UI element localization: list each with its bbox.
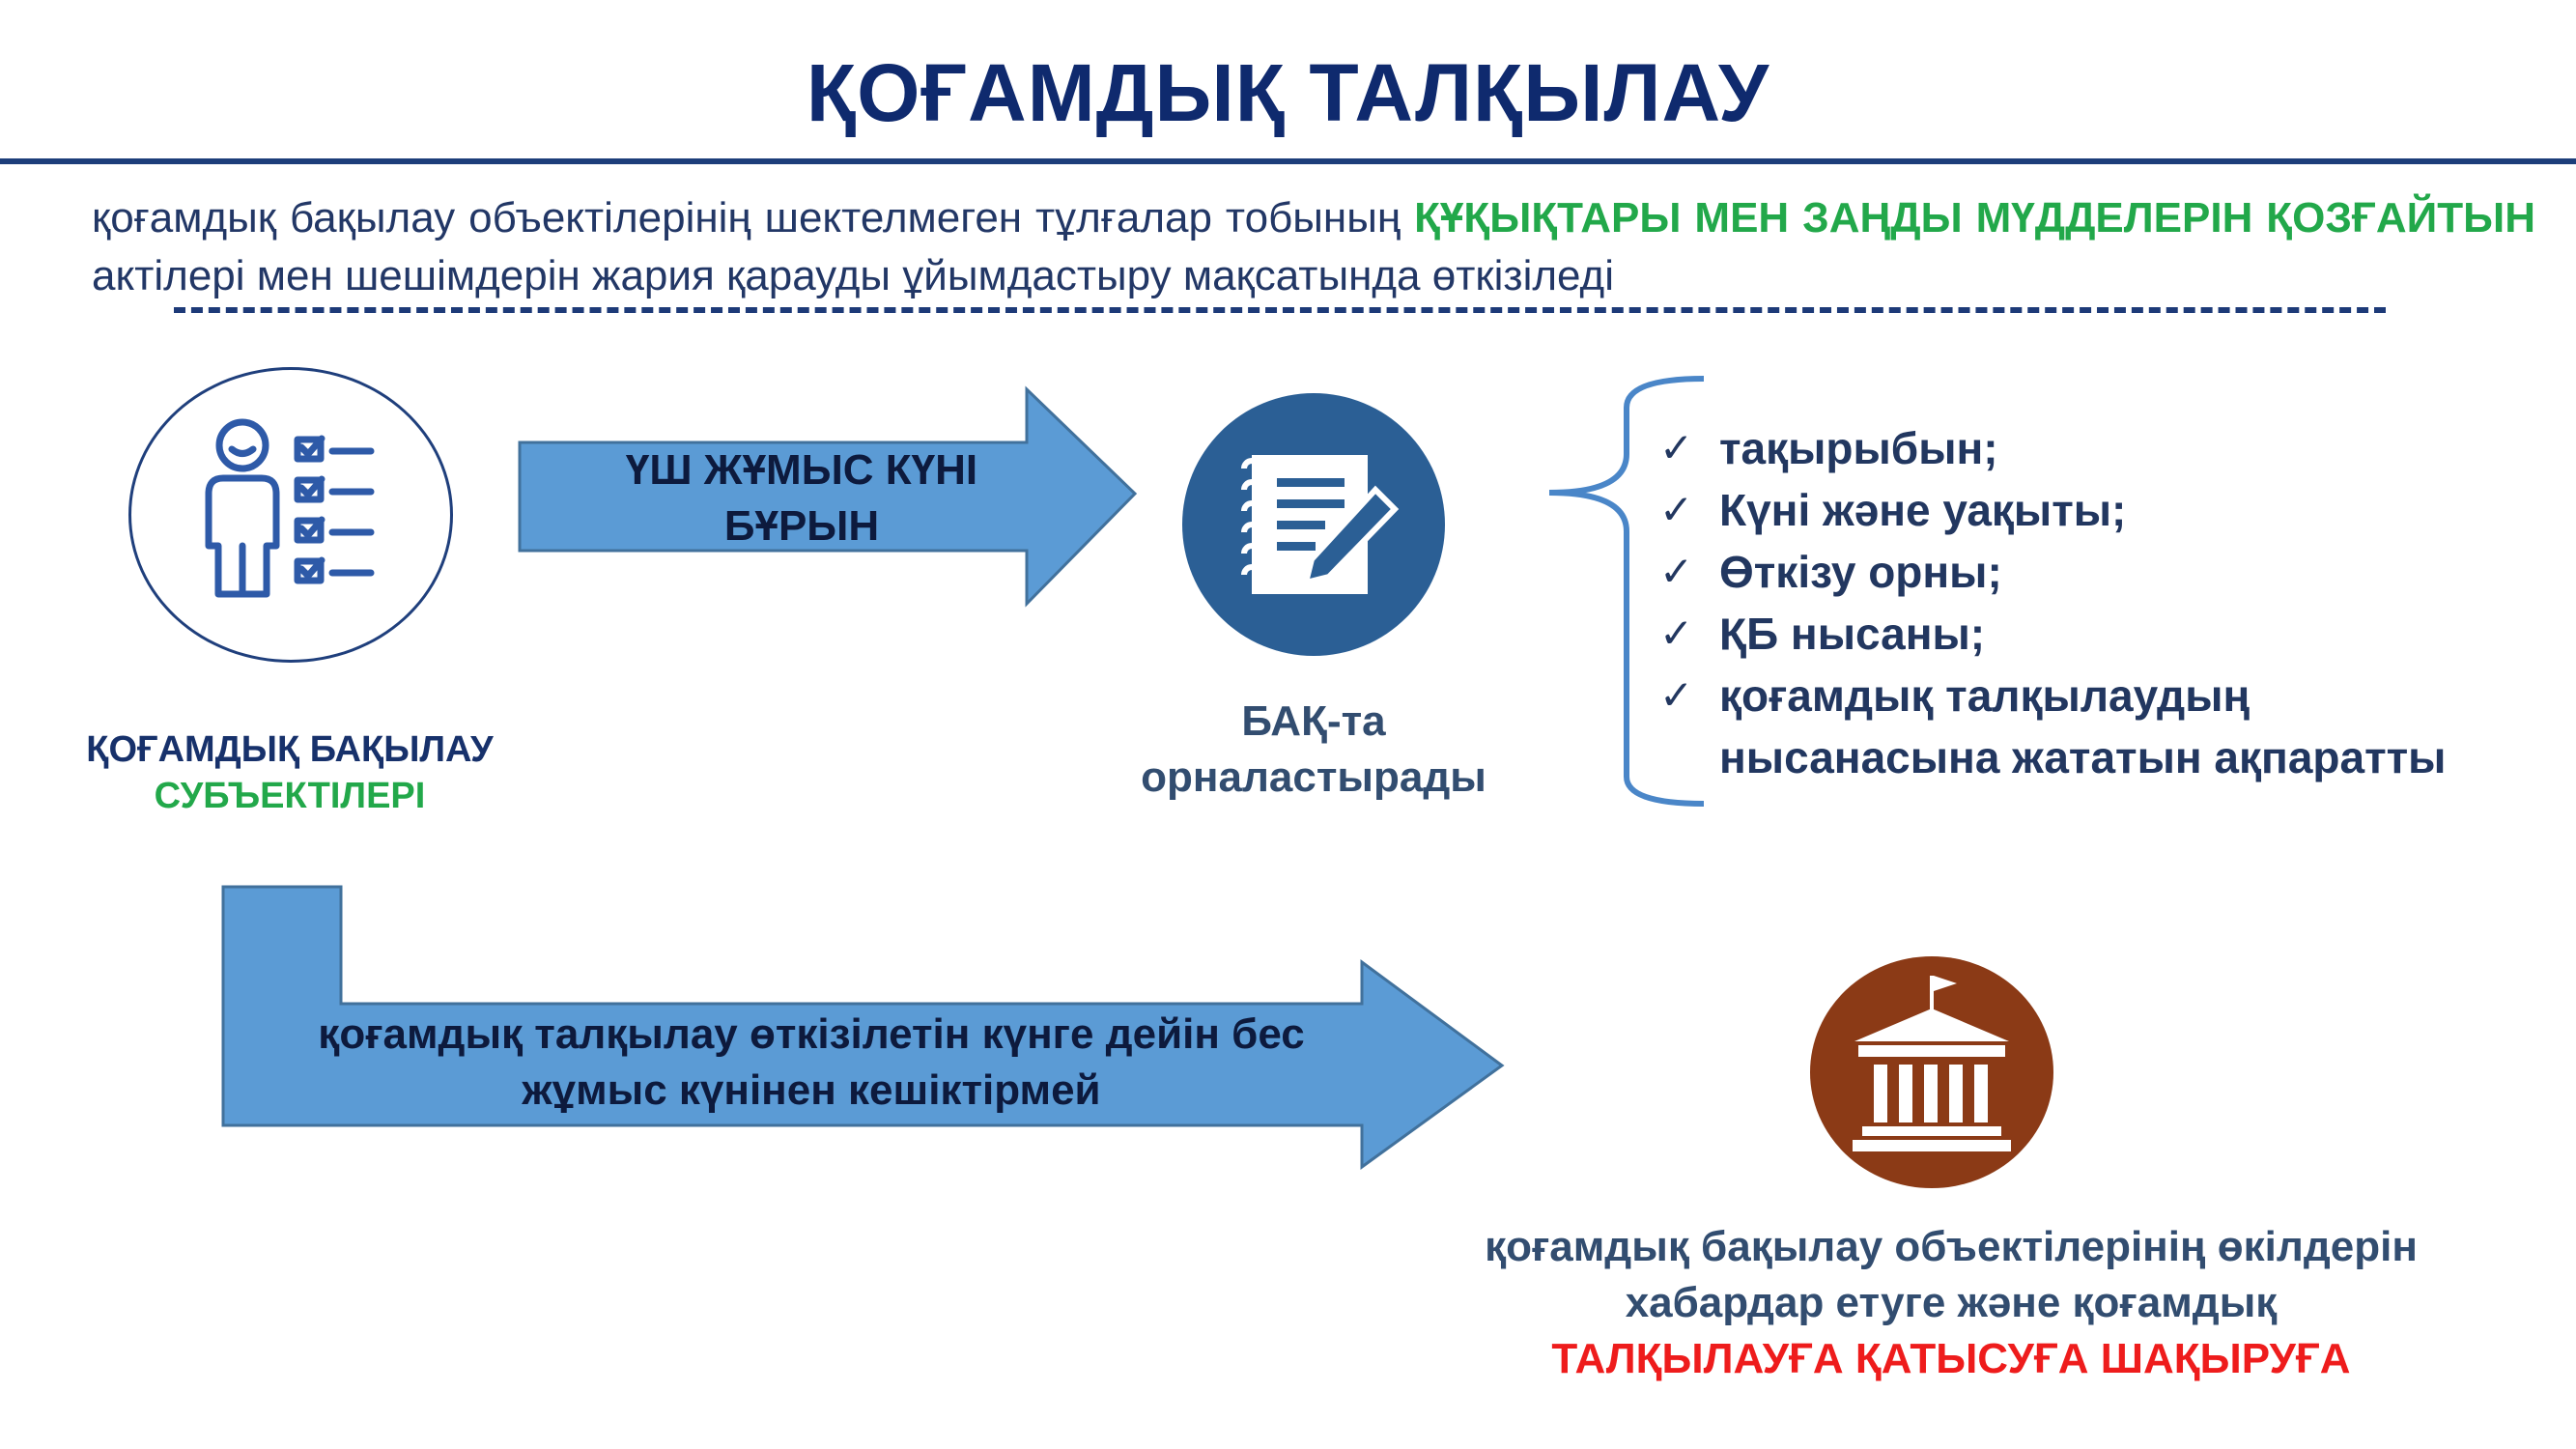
invite-line1: қоғамдық бақылау объектілерінің өкілдерін	[1485, 1223, 2418, 1270]
check-icon: ✓	[1659, 672, 1694, 718]
checklist-item: ✓ тақырыбын;	[1659, 417, 2529, 479]
government-building-icon	[1810, 956, 2053, 1188]
info-checklist	[1659, 417, 2529, 788]
top-arrow-line1: ҮШ ЖҰМЫС КҮНІ	[625, 446, 978, 494]
media-circle	[1182, 393, 1445, 656]
page-title: ҚОҒАМДЫҚ ТАЛҚЫЛАУ	[806, 47, 1770, 138]
bottom-arrow-label	[241, 1007, 1381, 1119]
document-pencil-icon	[1182, 393, 1445, 656]
media-label	[1082, 694, 1545, 806]
invite-line2: хабардар етуге және қоғамдық	[1625, 1279, 2278, 1326]
intro-text-end: актілері мен шешімдерін жария қарауды ұйымдастыру мақсатында өткізіледі	[92, 252, 1614, 299]
invite-line3: ТАЛҚЫЛАУҒА ҚАТЫСУҒА ШАҚЫРУҒА	[1551, 1335, 2351, 1382]
checklist-item: ✓ Күні және уақыты;	[1659, 479, 2529, 541]
media-label-line1: БАҚ-та	[1241, 697, 1386, 745]
check-icon: ✓	[1659, 611, 1694, 656]
check-icon: ✓	[1659, 549, 1694, 594]
subjects-label-line2: СУБЪЕКТІЛЕРІ	[154, 776, 426, 816]
checklist-item: ✓ қоғамдық талқылаудың нысанасына жататын ақпаратты	[1659, 665, 2529, 788]
intro-highlight: ҚҰҚЫҚТАРЫ МЕН ЗАҢДЫ МҮДДЕЛЕРІН ҚОЗҒАЙТЫН	[1414, 194, 2536, 242]
subjects-label-line1: ҚОҒАМДЫҚ БАҚЫЛАУ	[86, 729, 494, 770]
intro-text-start: қоғамдық бақылау объектілерінің шектелмеген тұлғалар тобының	[92, 194, 1415, 242]
check-icon: ✓	[1659, 425, 1694, 470]
media-label-line2: орналастырады	[1141, 753, 1486, 801]
invite-text	[1352, 1219, 2550, 1387]
checklist-item: ✓ ҚБ нысаны;	[1659, 603, 2529, 665]
bottom-arrow-line1: қоғамдық талқылау өткізілетін күнге дейін бес	[318, 1010, 1305, 1058]
top-arrow-label	[541, 442, 1062, 554]
bottom-arrow-line2: жұмыс күнінен кешіктірмей	[522, 1066, 1101, 1114]
building-circle	[1810, 956, 2053, 1188]
top-arrow-line2: БҰРЫН	[723, 502, 880, 550]
check-icon: ✓	[1659, 487, 1694, 532]
checklist-item: ✓ Өткізу орны;	[1659, 541, 2529, 603]
